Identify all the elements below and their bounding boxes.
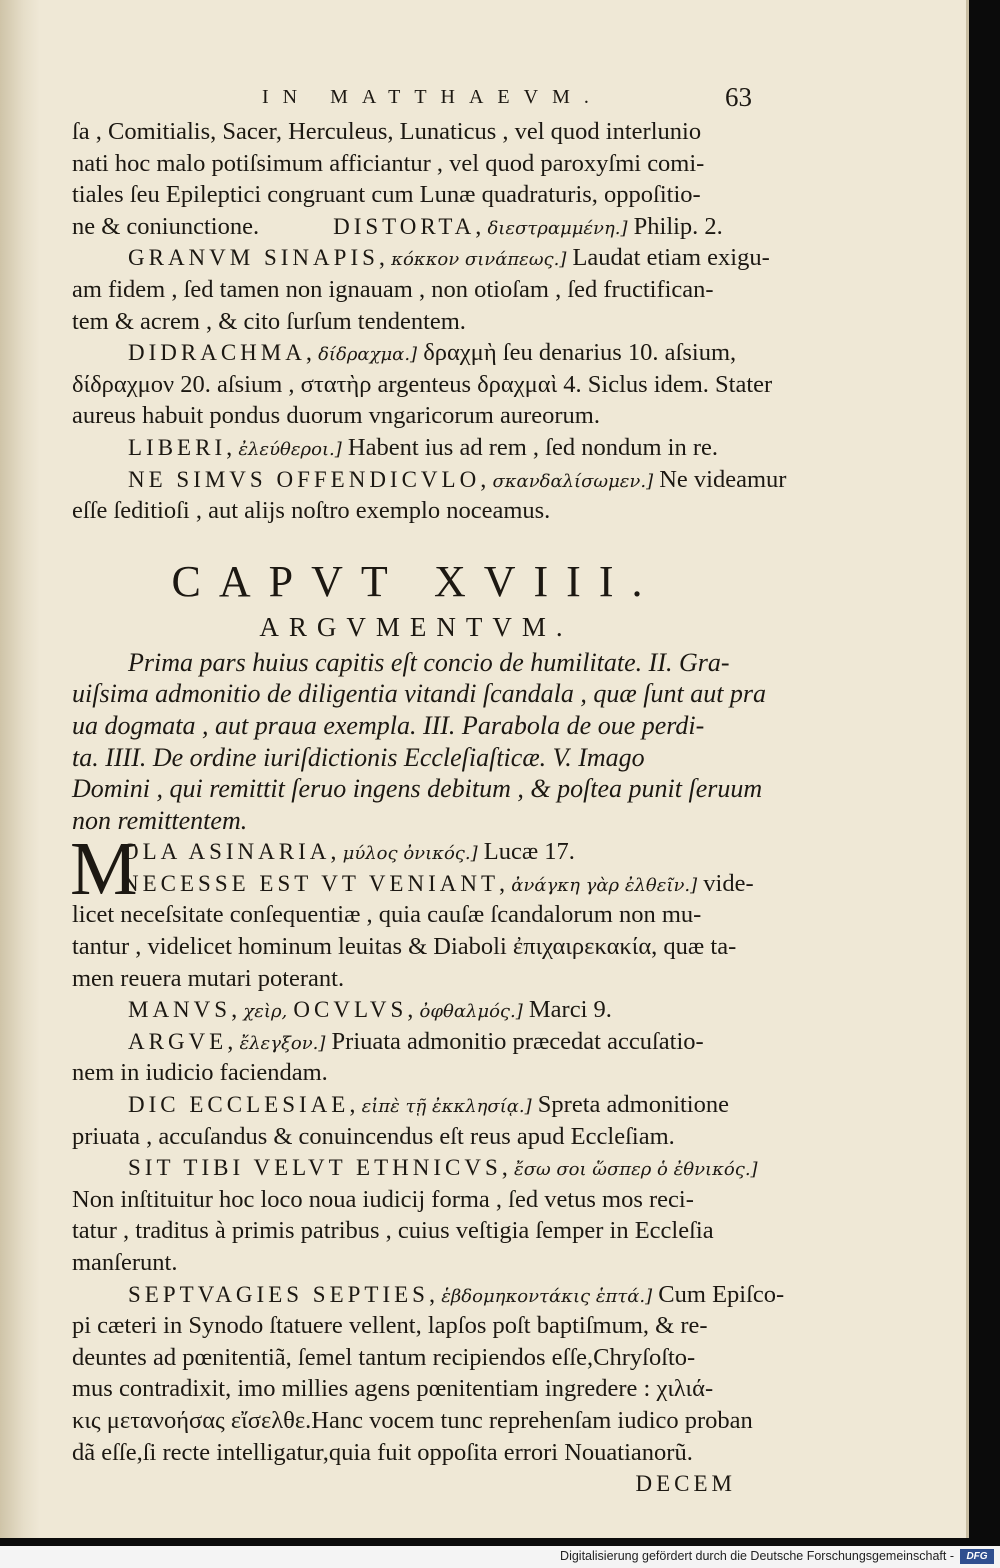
gloss: Priuata admonitio præcedat accuſatio- [325,1027,704,1055]
greek-term: ἀνάγκη γὰρ ἐλθεῖν.] [511,874,698,896]
argument-line: Domini , qui remittit ſeruo ingens debitum , & poſtea punit ſeruum [72,774,763,804]
running-title: IN MATTHAEVM. [262,86,603,108]
greek-term: εἰπὲ τῇ ἐκκλησίᾳ.] [361,1096,532,1118]
entry-line: NECESSE EST VT VENIANT, ἀνάγκη γὰρ ἐλθεῖν.] vide- [122,869,754,897]
line-text: Non inſtituitur hoc loco noua iudicij forma , ſed vetus mos reci- [72,1185,694,1213]
argument-line: ua dogmata , aut praua exempla. III. Parabola de oue perdi- [72,710,705,740]
dfg-logo-icon: DFG [960,1549,994,1564]
entry-line: GRANVM SINAPIS, κόκκον σινάπεως.] Laudat etiam exigu- [128,244,770,272]
argument-line: Prima pars huius capitis eſt concio de humilitate. II. Gra- [128,647,730,677]
main-text [70,116,787,1500]
argument-line: uiſsima admonitio de diligentia vitandi ſcandala , quæ ſunt aut pra [72,679,767,709]
lemma: OLA ASINARIA [122,839,331,865]
line-text: tantur , videlicet hominum leuitas & Diaboli ἐπιχαιρεκακία, quæ ta- [72,933,737,961]
line-text: men reuera mutari poterant. [72,964,345,992]
text-line [72,1310,760,1342]
text-line [72,369,773,401]
page-gutter [0,0,40,1538]
greek-term: ἐλεύθεροι.] [238,438,342,460]
text-line [72,306,760,338]
line-text: κις μετανοήσας εἴσελθε.Hanc vocem tunc reprehenſam iudico proban [72,1406,753,1434]
text-line [72,1342,760,1374]
text-line [72,1121,760,1153]
greek-term: σκανδαλίσωμεν.] [492,470,654,492]
line-text: δίδραχμον 20. aſsium , στατὴρ argenteus δραχμαὶ 4. Siclus idem. Stater [72,370,773,398]
entry-line: DIDRACHMA, δίδραχμα.] δραχμὴ ſeu denarius 10. aſsium, [128,339,737,367]
line-text: tatur , traditus à primis patribus , cuius veſtigia ſemper in Eccleſia [72,1217,714,1245]
catchword-line [72,1468,760,1500]
text-line [72,899,760,931]
argument-heading: ARGVMENTVM. [259,611,573,642]
gloss: Cum Epiſco- [652,1280,785,1308]
gloss: Habent ius ad rem , ſed nondum in re. [341,433,719,461]
line-text: dã eſſe,ſi recte intelligatur,quia fuit oppoſita errori Nouatianorũ. [72,1438,693,1466]
drop-capital: M [70,827,138,912]
text-line [72,400,760,432]
lemma: MANVS [128,997,232,1023]
catchword: DECEM [635,1471,736,1497]
line-text: manſerunt. [72,1249,178,1276]
entry-line: ne & coniunctione. DISTORTA, διεστραμμένη.] Philip. 2. [72,212,723,240]
text-line [72,274,760,306]
text-line [72,931,760,963]
gloss: δραχμὴ ſeu denarius 10. aſsium, [417,339,737,367]
line-text: licet neceſsitate conſequentiæ , quia cauſæ ſcandalorum non mu- [72,901,702,929]
gloss: Ne videamur [653,465,787,493]
greek-term: χεὶρ, [243,1001,288,1023]
line-text: ſa , Comitialis, Sacer, Herculeus, Lunaticus , vel quod interlunio [72,118,702,145]
greek-term: ἔσω σοι ὥσπερ ὁ ἐθνικός.] [514,1159,758,1181]
text-line [72,963,760,995]
entry-line: ARGVE, ἔλεγξον.] Priuata admonitio præcedat accuſatio- [128,1027,704,1055]
greek-term: δίδραχμα.] [318,344,418,366]
entry-line: MANVS, χεὶρ, OCVLVS, ὀφθαλμός.] Marci 9. [128,996,612,1024]
greek-term: διεστραμμένη.] [487,217,628,239]
line-text: deuntes ad pœnitentiã, ſemel tantum recipiendos eſſe,Chryſoſto- [72,1343,696,1371]
entry-line: NE SIMVS OFFENDICVLO, σκανδαλίσωμεν.] Ne videamur [128,465,787,493]
text-line [72,495,760,527]
gloss: Spreta admonitione [531,1091,729,1119]
line-text: mus contradixit, imo millies agens pœnitentiam ingredere : χιλιά- [72,1375,714,1403]
gloss: Lucæ 17. [477,838,575,866]
argument-line: ta. IIII. De ordine iuriſdictionis Eccleſiaſticæ. V. Imago [72,742,645,772]
entry-line: DIC ECCLESIAE, εἰπὲ τῇ ἐκκλησίᾳ.] Spreta admonitione [128,1091,729,1119]
text-line [72,1437,760,1469]
line-text: tiales ſeu Epileptici congruant cum Lunæ quadraturis, oppoſitio- [72,181,701,209]
entry-line: LIBERI, ἐλεύθεροι.] Habent ius ad rem , ſed nondum in re. [128,433,719,461]
greek-term: ἔλεγξον.] [239,1032,326,1054]
line-text: tem & acrem , & cito ſurſum tendentem. [72,307,466,335]
line-text: pi cæteri in Synodo ſtatuere vellent, lapſos poſt baptiſmum, & re- [72,1312,708,1340]
text-line [72,1247,760,1279]
argument-line: non remittentem. [72,805,248,835]
lemma: DISTORTA [333,213,476,239]
entry-line: M OLA ASINARIA, μύλος ὀνικός.] Lucæ 17. [70,827,575,912]
lemma: ARGVE [128,1028,228,1054]
lemma: GRANVM SINAPIS [128,245,379,271]
greek-term: μύλος ὀνικός.] [342,843,478,865]
greek-term: ἑβδομηκοντάκις ἑπτά.] [441,1285,653,1307]
gloss: vide- [697,869,754,897]
chapter-title: CAPVT XVIII. [171,556,661,606]
text-line [72,148,760,180]
digitization-footer [0,1546,1000,1568]
text-line [72,1373,760,1405]
line-text: nati hoc malo potiſsimum afficiantur , vel quod paroxyſmi comi- [72,149,705,177]
gloss: Laudat etiam exigu- [566,244,770,272]
text-line [72,116,760,148]
text-line [72,179,760,211]
greek-term: ὀφθαλμός.] [419,1001,523,1023]
text-line [72,1057,760,1089]
lemma: NECESSE EST VT VENIANT [122,870,500,896]
upper-section [72,116,787,527]
line-text: nem in iudicio faciendam. [72,1059,328,1087]
text-line [72,1405,760,1437]
greek-term: κόκκον σινάπεως.] [391,249,567,271]
text-line [72,1184,760,1216]
lemma: DIC ECCLESIAE [128,1092,350,1118]
gloss: Marci 9. [522,996,612,1024]
line-text: eſſe ſeditioſi , aut alijs noſtro exemplo noceamus. [72,497,551,525]
lemma: OCVLVS [293,997,408,1023]
line-text: aureus habuit pondus duorum vngaricorum aureorum. [72,402,600,430]
lemma: SEPTVAGIES SEPTIES [128,1281,429,1307]
gloss: Philip. 2. [627,212,723,240]
entry-line: SIT TIBI VELVT ETHNICVS, ἔσω σοι ὥσπερ ὁ ἐθνικός.] [128,1154,758,1182]
lower-section [70,827,785,1499]
running-head [0,84,966,114]
lemma: NE SIMVS OFFENDICVLO [128,466,481,492]
entry-line: SEPTVAGIES SEPTIES, ἑβδομηκοντάκις ἑπτά.] Cum Epiſco- [128,1280,785,1308]
line-text: priuata , accuſandus & conuincendus eſt reus apud Eccleſiam. [72,1122,675,1150]
text-line [72,1215,760,1247]
footer-credit: Digitalisierung gefördert durch die Deutsche Forschungsgemeinschaft - [560,1549,954,1563]
argument-summary [72,647,767,837]
lemma: SIT TIBI VELVT ETHNICVS [128,1155,502,1181]
lemma: DIDRACHMA [128,340,306,366]
page-number: 63 [725,82,752,112]
line-text: am fidem , ſed tamen non ignauam , non otioſam , ſed fructifican- [72,275,714,303]
line-text: ne & coniunctione. [72,212,260,240]
lemma: LIBERI [128,434,227,460]
